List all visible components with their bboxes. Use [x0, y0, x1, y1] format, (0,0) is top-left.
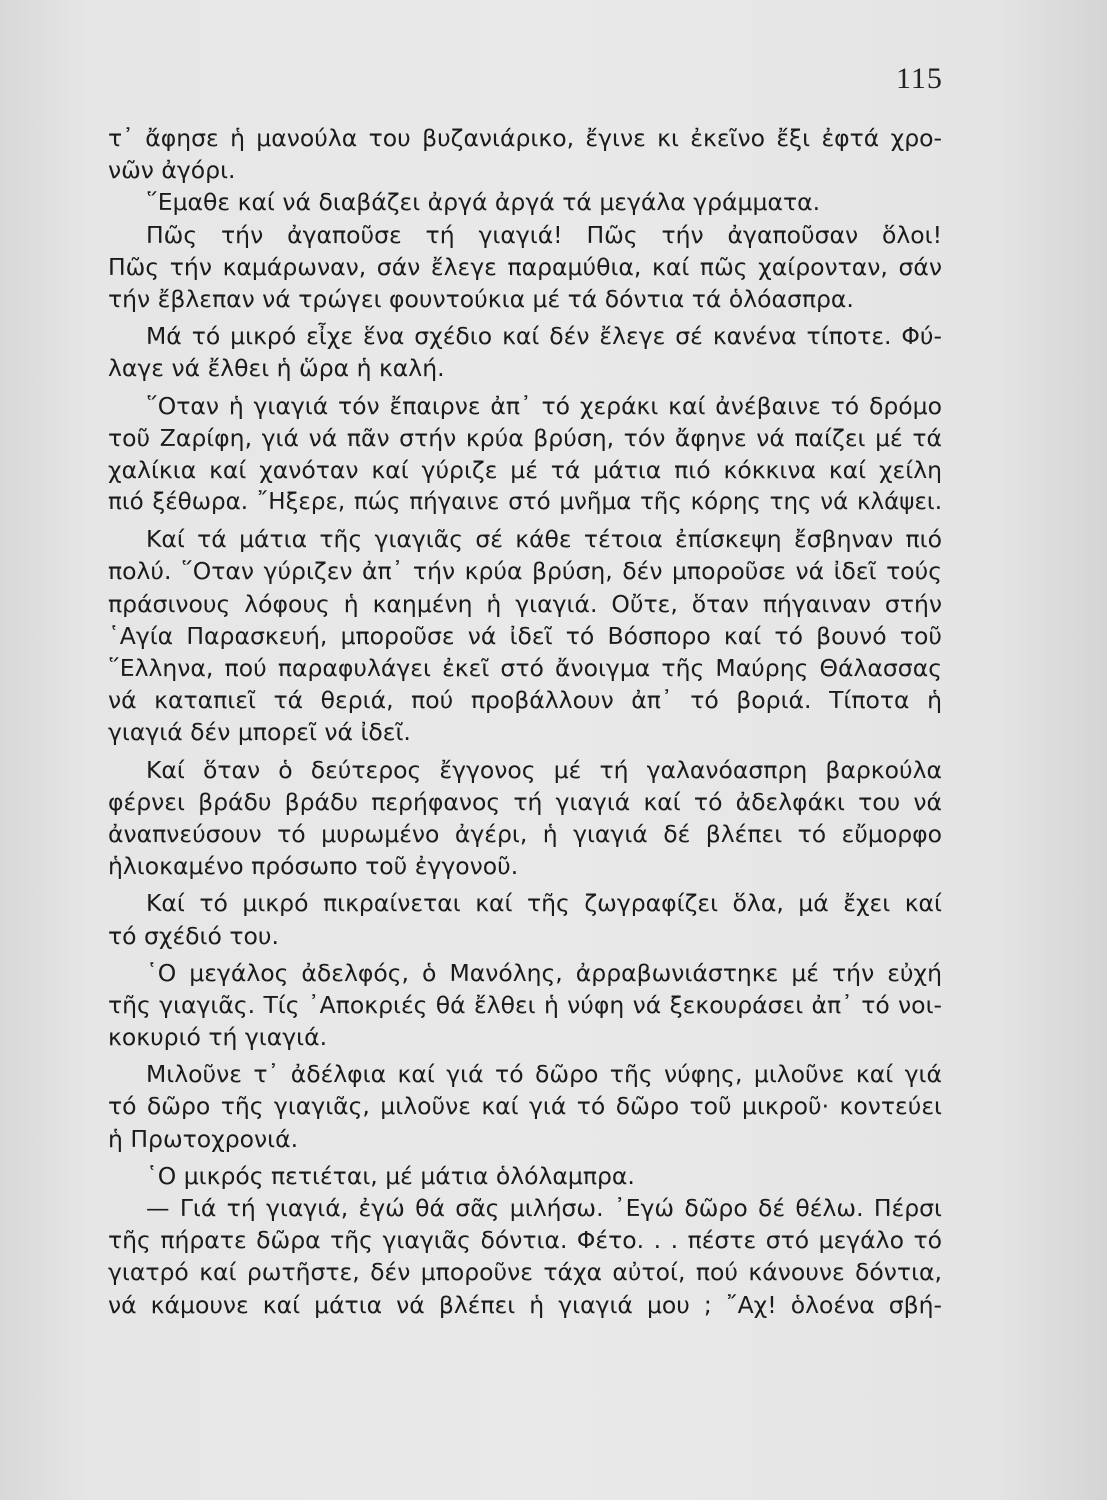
text-line: ῞Ελληνα, πού παραφυλάγει ἐκεῖ στό ἄνοιγμα τῆς Μαύρης Θάλασσας	[108, 654, 942, 682]
text-line: χαλίκια καί χανόταν καί γύριζε μέ τά μάτια πιό κόκκινα καί χείλη	[108, 455, 942, 484]
text-line: Καί τό μικρό πικραίνεται καί τῆς ζωγραφίζει ὅλα, μά ἔχει καί	[146, 889, 942, 918]
text-line: ῞Εμαθε καί νά διαβάζει ἀργά ἀργά τά μεγάλα γράμματα.	[146, 188, 821, 217]
text-line: Πῶς τήν καμάρωναν, σάν ἔλεγε παραμύθια, καί πῶς χαίρονταν, σάν	[108, 252, 942, 281]
text-line: τό σχέδιό του.	[108, 921, 279, 950]
text-line: τήν ἔβλεπαν νά τρώγει φουντούκια μέ τά δόντια τά ὁλόασπρα.	[108, 284, 854, 313]
text-line: ἡλιοκαμένο πρόσωπο τοῦ ἐγγονοῦ.	[108, 852, 519, 881]
text-line: πιό ξέθωρα. ῎Ηξερε, πώς πήγαινε στό μνῆμα τῆς κόρης της νά κλάψει.	[108, 489, 942, 516]
text-line: πολύ. ῞Οταν γύριζεν ἀπ᾿ τήν κρύα βρύση, δέν μποροῦσε νά ἰδεῖ τούς	[108, 557, 942, 586]
text-line: ῾Ο μεγάλος ἀδελφός, ὁ Μανόλης, ἀρραβωνιάστηκε μέ τήν εὐχή	[146, 958, 942, 987]
text-line: ῾Αγία Παρασκευή, μποροῦσε νά ἰδεῖ τό Βόσπορο καί τό βουνό τοῦ	[108, 621, 942, 650]
text-line: λαγε νά ἔλθει ἡ ὥρα ἡ καλή.	[108, 354, 445, 383]
text-line: Μιλοῦνε τ᾿ ἀδέλφια καί γιά τό δῶρο τῆς νύφης, μιλοῦνε καί γιά	[146, 1060, 942, 1089]
page-number: 115	[896, 62, 943, 95]
text-line: ῾Ο μικρός πετιέται, μέ μάτια ὁλόλαμπρα.	[146, 1161, 635, 1190]
text-line: τῆς γιαγιᾶς. Τίς ᾿Αποκριές θά ἔλθει ἡ νύφη νά ξεκουράσει ἀπ᾿ τό νοι-	[108, 990, 942, 1019]
text-line: φέρνει βράδυ βράδυ περήφανος τή γιαγιά καί τό ἀδελφάκι του νά	[108, 787, 942, 816]
text-line: Καί τά μάτια τῆς γιαγιᾶς σέ κάθε τέτοια ἐπίσκεψη ἔσβηναν πιό	[146, 525, 942, 554]
text-line: ἀναπνεύσουν τό μυρωμένο ἀγέρι, ἡ γιαγιά δέ βλέπει τό εὔμορφο	[108, 819, 942, 848]
text-line: γιατρό καί ρωτῆστε, δέν μποροῦνε τάχα αὐτοί, πού κάνουνε δόντια,	[108, 1258, 942, 1287]
text-line: πράσινους λόφους ἡ καημένη ἡ γιαγιά. Οὔτε, ὅταν πήγαιναν στήν	[108, 589, 942, 618]
body-text	[108, 122, 942, 1321]
text-line: Μά τό μικρό εἶχε ἕνα σχέδιο καί δέν ἔλεγε σέ κανένα τίποτε. Φύ-	[146, 322, 942, 351]
text-line: τῆς πήρατε δῶρα τῆς γιαγιᾶς δόντια. Φέτο. . . πέστε στό μεγάλο τό	[108, 1226, 942, 1255]
text-line: ῞Οταν ἡ γιαγιά τόν ἔπαιρνε ἀπ᾿ τό χεράκι καί ἀνέβαινε τό δρόμο	[146, 391, 942, 420]
text-line: Καί ὅταν ὁ δεύτερος ἔγγονος μέ τή γαλανόασπρη βαρκούλα	[146, 755, 942, 784]
text-line: Πῶς τήν ἀγαποῦσε τή γιαγιά! Πῶς τήν ἀγαποῦσαν ὅλοι!	[146, 220, 942, 249]
text-line: — Γιά τή γιαγιά, ἐγώ θά σᾶς μιλήσω. ᾿Εγώ δῶρο δέ θέλω. Πέρσι	[146, 1194, 942, 1222]
text-line: τ᾿ ἄφησε ἡ μανούλα του βυζανιάρικο, ἔγινε κι ἐκεῖνο ἔξι ἐφτά χρο-	[108, 124, 942, 152]
text-line: ἡ Πρωτοχρονιά.	[108, 1124, 299, 1153]
text-line: τό δῶρο τῆς γιαγιᾶς, μιλοῦνε καί γιά τό δῶρο τοῦ μικροῦ· κοντεύει	[108, 1092, 942, 1121]
text-line: τοῦ Ζαρίφη, γιά νά πᾶν στήν κρύα βρύση, τόν ἄφηνε νά παίζει μέ τά	[108, 423, 942, 452]
text-line: κοκυριό τή γιαγιά.	[108, 1023, 328, 1052]
text-line: νά καταπιεῖ τά θεριά, πού προβάλλουν ἀπ᾿ τό βοριά. Τίποτα ἡ	[108, 686, 942, 715]
text-line: νά κάμουνε καί μάτια νά βλέπει ἡ γιαγιά μου ; ῎Αχ! ὁλοένα σβή-	[108, 1290, 942, 1319]
text-line: γιαγιά δέν μπορεῖ νά ἰδεῖ.	[108, 718, 411, 747]
text-line: νῶν ἀγόρι.	[108, 156, 236, 185]
